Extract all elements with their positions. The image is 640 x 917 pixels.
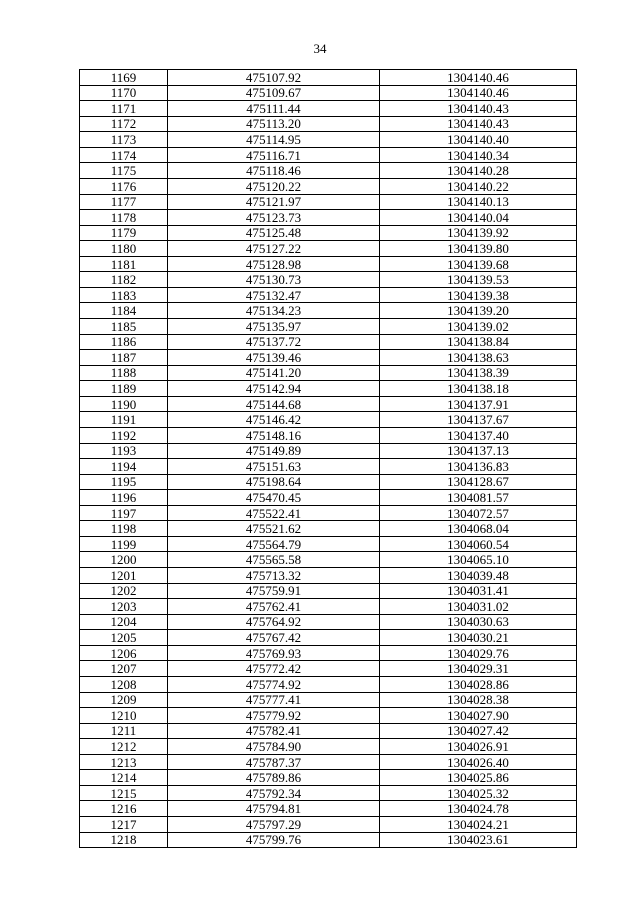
x-coordinate-cell: 475142.94 (168, 381, 380, 397)
table-row (80, 568, 577, 584)
table-row (80, 723, 577, 739)
y-coordinate-cell: 1304023.61 (380, 832, 577, 848)
x-coordinate-cell: 475772.42 (168, 661, 380, 677)
y-coordinate-cell: 1304140.13 (380, 194, 577, 210)
y-coordinate-cell: 1304029.31 (380, 661, 577, 677)
point-number-cell: 1184 (80, 303, 168, 319)
x-coordinate-cell: 475123.73 (168, 210, 380, 226)
y-coordinate-cell: 1304140.43 (380, 116, 577, 132)
x-coordinate-cell: 475118.46 (168, 163, 380, 179)
y-coordinate-cell: 1304137.40 (380, 427, 577, 443)
point-number-cell: 1190 (80, 396, 168, 412)
x-coordinate-cell: 475132.47 (168, 287, 380, 303)
table-row (80, 256, 577, 272)
y-coordinate-cell: 1304136.83 (380, 459, 577, 475)
point-number-cell: 1212 (80, 739, 168, 755)
point-number-cell: 1209 (80, 692, 168, 708)
table-row (80, 116, 577, 132)
point-number-cell: 1200 (80, 552, 168, 568)
table-row (80, 101, 577, 117)
table-row (80, 210, 577, 226)
point-number-cell: 1175 (80, 163, 168, 179)
table-row (80, 832, 577, 848)
y-coordinate-cell: 1304027.90 (380, 708, 577, 724)
point-number-cell: 1177 (80, 194, 168, 210)
x-coordinate-cell: 475116.71 (168, 147, 380, 163)
table-row (80, 552, 577, 568)
table-row (80, 334, 577, 350)
point-number-cell: 1218 (80, 832, 168, 848)
y-coordinate-cell: 1304137.13 (380, 443, 577, 459)
point-number-cell: 1199 (80, 536, 168, 552)
x-coordinate-cell: 475151.63 (168, 459, 380, 475)
y-coordinate-cell: 1304029.76 (380, 645, 577, 661)
point-number-cell: 1205 (80, 630, 168, 646)
y-coordinate-cell: 1304081.57 (380, 490, 577, 506)
y-coordinate-cell: 1304065.10 (380, 552, 577, 568)
table-row (80, 661, 577, 677)
point-number-cell: 1213 (80, 754, 168, 770)
point-number-cell: 1189 (80, 381, 168, 397)
point-number-cell: 1181 (80, 256, 168, 272)
point-number-cell: 1171 (80, 101, 168, 117)
table-row (80, 443, 577, 459)
table-row (80, 692, 577, 708)
y-coordinate-cell: 1304031.41 (380, 583, 577, 599)
point-number-cell: 1186 (80, 334, 168, 350)
x-coordinate-cell: 475789.86 (168, 770, 380, 786)
table-row (80, 319, 577, 335)
table-row (80, 459, 577, 475)
y-coordinate-cell: 1304028.38 (380, 692, 577, 708)
y-coordinate-cell: 1304031.02 (380, 599, 577, 615)
x-coordinate-cell: 475787.37 (168, 754, 380, 770)
x-coordinate-cell: 475128.98 (168, 256, 380, 272)
table-row (80, 583, 577, 599)
table-row (80, 754, 577, 770)
table-row (80, 614, 577, 630)
table-row (80, 381, 577, 397)
x-coordinate-cell: 475713.32 (168, 568, 380, 584)
x-coordinate-cell: 475762.41 (168, 599, 380, 615)
table-row (80, 801, 577, 817)
table-row (80, 630, 577, 646)
table-row (80, 163, 577, 179)
y-coordinate-cell: 1304025.32 (380, 785, 577, 801)
x-coordinate-cell: 475144.68 (168, 396, 380, 412)
y-coordinate-cell: 1304140.04 (380, 210, 577, 226)
x-coordinate-cell: 475777.41 (168, 692, 380, 708)
point-number-cell: 1192 (80, 427, 168, 443)
y-coordinate-cell: 1304138.84 (380, 334, 577, 350)
x-coordinate-cell: 475797.29 (168, 817, 380, 833)
x-coordinate-cell: 475794.81 (168, 801, 380, 817)
x-coordinate-cell: 475146.42 (168, 412, 380, 428)
table-row (80, 739, 577, 755)
x-coordinate-cell: 475111.44 (168, 101, 380, 117)
point-number-cell: 1187 (80, 350, 168, 366)
x-coordinate-cell: 475470.45 (168, 490, 380, 506)
y-coordinate-cell: 1304138.63 (380, 350, 577, 366)
table-row (80, 708, 577, 724)
point-number-cell: 1183 (80, 287, 168, 303)
point-number-cell: 1202 (80, 583, 168, 599)
y-coordinate-cell: 1304140.43 (380, 101, 577, 117)
table-row (80, 178, 577, 194)
point-number-cell: 1182 (80, 272, 168, 288)
y-coordinate-cell: 1304140.46 (380, 70, 577, 86)
x-coordinate-cell: 475769.93 (168, 645, 380, 661)
point-number-cell: 1214 (80, 770, 168, 786)
y-coordinate-cell: 1304139.80 (380, 241, 577, 257)
point-number-cell: 1203 (80, 599, 168, 615)
x-coordinate-cell: 475107.92 (168, 70, 380, 86)
y-coordinate-cell: 1304027.42 (380, 723, 577, 739)
y-coordinate-cell: 1304025.86 (380, 770, 577, 786)
point-number-cell: 1211 (80, 723, 168, 739)
x-coordinate-cell: 475198.64 (168, 474, 380, 490)
x-coordinate-cell: 475565.58 (168, 552, 380, 568)
x-coordinate-cell: 475135.97 (168, 319, 380, 335)
y-coordinate-cell: 1304030.21 (380, 630, 577, 646)
x-coordinate-cell: 475521.62 (168, 521, 380, 537)
point-number-cell: 1179 (80, 225, 168, 241)
x-coordinate-cell: 475130.73 (168, 272, 380, 288)
y-coordinate-cell: 1304139.68 (380, 256, 577, 272)
table-row (80, 272, 577, 288)
x-coordinate-cell: 475799.76 (168, 832, 380, 848)
table-row (80, 396, 577, 412)
table-row (80, 817, 577, 833)
y-coordinate-cell: 1304140.22 (380, 178, 577, 194)
x-coordinate-cell: 475522.41 (168, 505, 380, 521)
y-coordinate-cell: 1304039.48 (380, 568, 577, 584)
y-coordinate-cell: 1304024.78 (380, 801, 577, 817)
x-coordinate-cell: 475113.20 (168, 116, 380, 132)
x-coordinate-cell: 475139.46 (168, 350, 380, 366)
x-coordinate-cell: 475774.92 (168, 676, 380, 692)
point-number-cell: 1176 (80, 178, 168, 194)
x-coordinate-cell: 475134.23 (168, 303, 380, 319)
table-row (80, 785, 577, 801)
x-coordinate-cell: 475137.72 (168, 334, 380, 350)
table-row (80, 676, 577, 692)
table-row (80, 132, 577, 148)
table-row (80, 85, 577, 101)
table-row (80, 645, 577, 661)
point-number-cell: 1207 (80, 661, 168, 677)
y-coordinate-cell: 1304128.67 (380, 474, 577, 490)
x-coordinate-cell: 475784.90 (168, 739, 380, 755)
y-coordinate-cell: 1304139.38 (380, 287, 577, 303)
table-row (80, 147, 577, 163)
point-number-cell: 1180 (80, 241, 168, 257)
x-coordinate-cell: 475564.79 (168, 536, 380, 552)
table-row (80, 194, 577, 210)
x-coordinate-cell: 475120.22 (168, 178, 380, 194)
table-row (80, 70, 577, 86)
y-coordinate-cell: 1304028.86 (380, 676, 577, 692)
x-coordinate-cell: 475127.22 (168, 241, 380, 257)
y-coordinate-cell: 1304139.92 (380, 225, 577, 241)
point-number-cell: 1170 (80, 85, 168, 101)
y-coordinate-cell: 1304030.63 (380, 614, 577, 630)
y-coordinate-cell: 1304138.39 (380, 365, 577, 381)
point-number-cell: 1217 (80, 817, 168, 833)
x-coordinate-cell: 475149.89 (168, 443, 380, 459)
point-number-cell: 1191 (80, 412, 168, 428)
y-coordinate-cell: 1304140.34 (380, 147, 577, 163)
y-coordinate-cell: 1304137.67 (380, 412, 577, 428)
table-row (80, 490, 577, 506)
point-number-cell: 1172 (80, 116, 168, 132)
x-coordinate-cell: 475114.95 (168, 132, 380, 148)
table-row (80, 599, 577, 615)
point-number-cell: 1185 (80, 319, 168, 335)
point-number-cell: 1206 (80, 645, 168, 661)
point-number-cell: 1195 (80, 474, 168, 490)
table-row (80, 350, 577, 366)
point-number-cell: 1193 (80, 443, 168, 459)
point-number-cell: 1196 (80, 490, 168, 506)
table-row (80, 365, 577, 381)
y-coordinate-cell: 1304138.18 (380, 381, 577, 397)
table-row (80, 505, 577, 521)
y-coordinate-cell: 1304137.91 (380, 396, 577, 412)
table-row (80, 241, 577, 257)
y-coordinate-cell: 1304140.40 (380, 132, 577, 148)
point-number-cell: 1198 (80, 521, 168, 537)
x-coordinate-cell: 475767.42 (168, 630, 380, 646)
x-coordinate-cell: 475782.41 (168, 723, 380, 739)
x-coordinate-cell: 475141.20 (168, 365, 380, 381)
point-number-cell: 1178 (80, 210, 168, 226)
point-number-cell: 1215 (80, 785, 168, 801)
y-coordinate-cell: 1304139.02 (380, 319, 577, 335)
x-coordinate-cell: 475764.92 (168, 614, 380, 630)
x-coordinate-cell: 475792.34 (168, 785, 380, 801)
point-number-cell: 1210 (80, 708, 168, 724)
y-coordinate-cell: 1304068.04 (380, 521, 577, 537)
table-row (80, 536, 577, 552)
point-number-cell: 1197 (80, 505, 168, 521)
table-row (80, 427, 577, 443)
table-row (80, 521, 577, 537)
point-number-cell: 1169 (80, 70, 168, 86)
page-number: 34 (313, 41, 327, 56)
point-number-cell: 1216 (80, 801, 168, 817)
y-coordinate-cell: 1304026.91 (380, 739, 577, 755)
y-coordinate-cell: 1304139.53 (380, 272, 577, 288)
table-row (80, 412, 577, 428)
table-row (80, 225, 577, 241)
x-coordinate-cell: 475125.48 (168, 225, 380, 241)
x-coordinate-cell: 475759.91 (168, 583, 380, 599)
x-coordinate-cell: 475109.67 (168, 85, 380, 101)
coordinates-table-body (80, 70, 577, 848)
x-coordinate-cell: 475121.97 (168, 194, 380, 210)
y-coordinate-cell: 1304072.57 (380, 505, 577, 521)
coordinates-table (79, 69, 577, 848)
point-number-cell: 1208 (80, 676, 168, 692)
point-number-cell: 1194 (80, 459, 168, 475)
y-coordinate-cell: 1304060.54 (380, 536, 577, 552)
point-number-cell: 1188 (80, 365, 168, 381)
table-row (80, 287, 577, 303)
point-number-cell: 1174 (80, 147, 168, 163)
y-coordinate-cell: 1304139.20 (380, 303, 577, 319)
y-coordinate-cell: 1304140.46 (380, 85, 577, 101)
y-coordinate-cell: 1304024.21 (380, 817, 577, 833)
table-row (80, 474, 577, 490)
table-row (80, 303, 577, 319)
point-number-cell: 1173 (80, 132, 168, 148)
table-row (80, 770, 577, 786)
point-number-cell: 1204 (80, 614, 168, 630)
x-coordinate-cell: 475779.92 (168, 708, 380, 724)
y-coordinate-cell: 1304140.28 (380, 163, 577, 179)
x-coordinate-cell: 475148.16 (168, 427, 380, 443)
point-number-cell: 1201 (80, 568, 168, 584)
y-coordinate-cell: 1304026.40 (380, 754, 577, 770)
